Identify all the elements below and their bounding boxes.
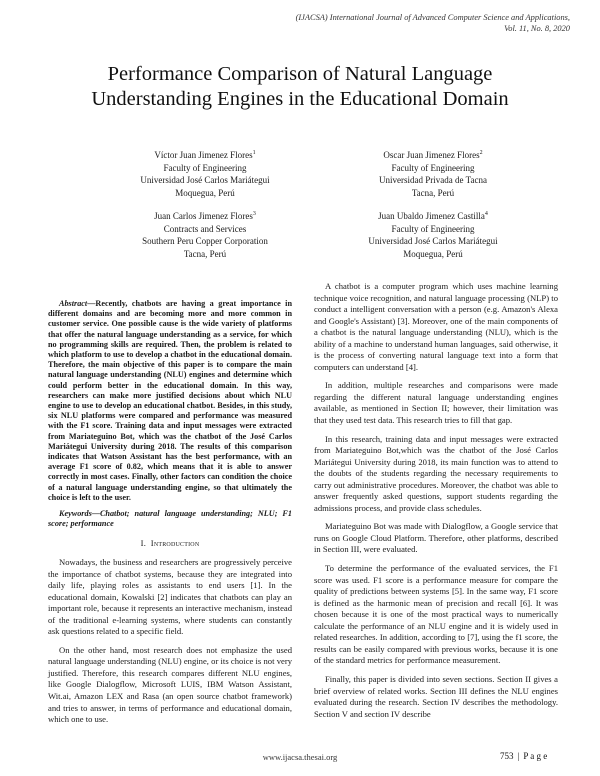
author-affiliation: Faculty of Engineering xyxy=(391,162,475,173)
author-affiliation: Contracts and Services xyxy=(163,223,247,234)
author-block-1 xyxy=(90,147,320,199)
title-line-1: Performance Comparison of Natural Language xyxy=(107,63,493,85)
title-line-2: Understanding Engines in the Educational Domain xyxy=(91,88,509,110)
footer-url: www.ijacsa.thesai.org xyxy=(262,752,338,762)
keywords: Keywords—Chatbot; natural language understanding; NLU; F1 score; performance xyxy=(48,509,292,529)
footer-page xyxy=(500,751,547,761)
author-name: Juan Carlos Jimenez Flores$^3$ xyxy=(154,211,256,221)
page-separator: | xyxy=(517,751,520,761)
author-block-2 xyxy=(318,147,548,199)
body-paragraph: On the other hand, most research does not emphasize the used natural language understanding (NLU) engine, or its choice is not very justified. Therefore, this research compares different NLU engines, like Google Dialogflow, Microsoft LUIS, IBM Watson Assistant, Wit.ai, Amazon LEX and Rasa (an open source chatbot framework) and tries to answer, in terms of performance and educational domain, which one to use. xyxy=(48,644,292,725)
author-location: Moquegua, Perú xyxy=(403,248,463,259)
page-label: P a g e xyxy=(523,751,548,761)
author-name: Juan Ubaldo Jimenez Castilla$^4$ xyxy=(378,211,488,221)
journal-volume: Vol. 11, No. 8, 2020 xyxy=(504,24,570,33)
body-paragraph: A chatbot is a computer program which uses machine learning technique voice recognition, and natural language processing (NLP) to conduct a intelligent conversation with a person (e.g. Amazon's Alexa and Google's Assistant) [3]. Moreover, one of the main components of a chatbot is the natural language understanding (NLU), which is the ability of a machine to understand human languages, said otherwise, it is the process of converting natural language text into a form that computers can understand [4]. xyxy=(314,281,558,372)
page-number: 753 xyxy=(500,751,514,761)
body-paragraph: To determine the performance of the evaluated services, the F1 score was used. F1 score is a performance measure for compare the quality of predictions between systems [5]. In the same way, F1 score is defined as the harmonic mean of precision and recall [6]. It was chosen because it is one of the most practical ways to numerically calculate the performance of an NLU engine and it is widely used in related researches. In addition, according to [7], using the f1 score, the results can be easily compared with previous works, because it is one of the standard metrics for performance measurement. xyxy=(314,563,558,666)
left-column xyxy=(48,299,292,733)
body-paragraph: In addition, multiple researches and comparisons were made regarding the different natural language understanding engines available, as mentioned in Section II; however, their limitation was that they used test data. This research tries to fill that gap. xyxy=(314,380,558,426)
right-column xyxy=(314,281,558,727)
author-location: Tacna, Perú xyxy=(183,248,227,259)
journal-name: (IJACSA) International Journal of Advanced Computer Science and Applications, xyxy=(295,13,570,22)
author-name: Víctor Juan Jimenez Flores$^1$ xyxy=(154,150,256,160)
body-paragraph: Mariateguino Bot was made with Dialogflow, a Google service that runs on Google Cloud Platform. Therefore, other platforms, described in Section III, were evaluated. xyxy=(314,521,558,555)
author-affiliation: Southern Peru Copper Corporation xyxy=(142,236,268,246)
body-paragraph: Nowadays, the business and researchers are progressively perceive the importance of chatbot systems, because they are integrated into daily life, playing roles as assistants to end users [1]. In the educational domain, Kowalski [2] indicates that chatbots can play an important role, because it represents an interactive mechanism, instead of the traditional e-learning systems, where students can constantly ask questions related to a specific field. xyxy=(48,557,292,637)
abstract: Abstract—Recently, chatbots are having a great importance in different domains and are becoming more and more common in customer service. One possible cause is the wide variety of platforms that offer the natural language understanding as a service, for which no programming skills are required. Then, the problem is related to which platform to use to develop a chatbot in the educational domain. Therefore, the main objective of this paper is to compare the main natural language understanding (NLU) engines and determine which could perform better in the educational domain. In this way, researchers can make more justified decisions about which NLU engine to use to develop an educational chatbot. Besides, in this study, six NLU platforms were compared and performance was measured with the F1 score. Training data and input messages were extracted from Mariateguino Bot, which was the chatbot of the José Carlos Mariátegui University during 2018. The results of this comparison indicates that Watson Assistant has the best performance, with an average F1 score of 0.82, which means that it is able to answer correctly in most cases. Finally, other factors can condition the choice of a natural language understanding engine, so that ultimately the choice is left to the user. xyxy=(48,299,292,502)
author-location: Tacna, Perú xyxy=(411,187,455,198)
author-name: Oscar Juan Jimenez Flores$^2$ xyxy=(383,150,483,160)
author-affiliation: Faculty of Engineering xyxy=(163,162,247,173)
author-block-3 xyxy=(90,208,320,260)
author-location: Moquegua, Perú xyxy=(175,187,235,198)
author-affiliation: Universidad José Carlos Mariátegui xyxy=(140,175,270,185)
paper-title xyxy=(30,62,570,112)
author-affiliation: Faculty of Engineering xyxy=(391,223,475,234)
author-block-4 xyxy=(318,208,548,260)
body-paragraph: Finally, this paper is divided into seven sections. Section II gives a brief overview of related works. Section III defines the NLU engines evaluated during the research. Section IV describes the methodology. Section V and section IV describe xyxy=(314,673,558,719)
author-affiliation: Universidad José Carlos Mariátegui xyxy=(368,236,498,246)
author-affiliation: Universidad Privada de Tacna xyxy=(379,175,487,185)
body-paragraph: In this research, training data and input messages were extracted from Mariateguino Bot,which was the chatbot of the José Carlos Mariátegui University during 2018, its main function was to attend to the doubts of the students regarding the necessary requirements to carry out administrative procedures. Moreover, the chatbot was able to answer frequently asked questions, support students regarding the admissions process, and provide class schedules. xyxy=(314,433,558,513)
journal-header xyxy=(296,12,570,34)
section-heading-introduction: I. Introduction xyxy=(140,538,200,549)
